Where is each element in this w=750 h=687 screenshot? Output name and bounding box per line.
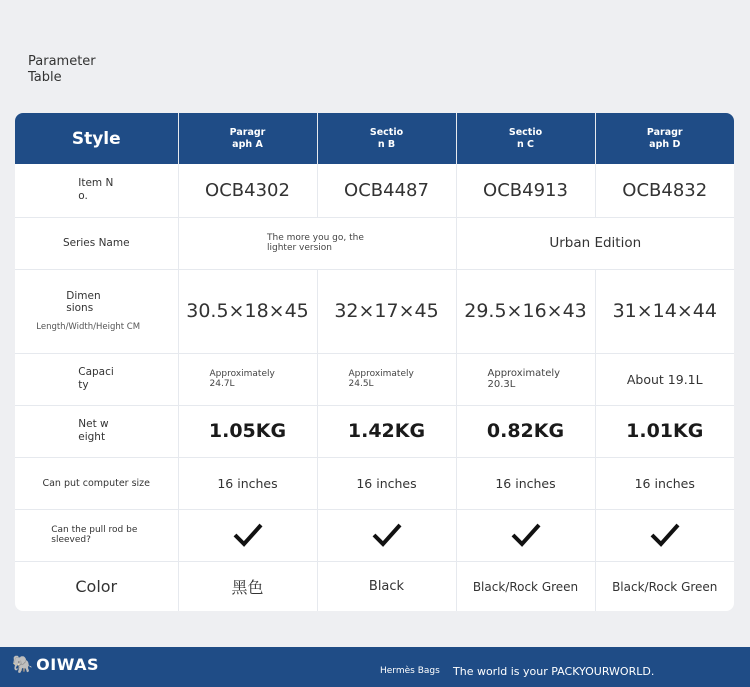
footer-slogan: The world is your PACKYOURWORLD.: [453, 665, 655, 678]
capacity-value: Approximately 20.3L: [456, 353, 595, 405]
row-label: Can the pull rod be sleeved?: [15, 509, 178, 561]
footer-bar: [0, 647, 750, 687]
table-row-pull-rod: [15, 509, 734, 561]
row-label: Capacity: [15, 353, 178, 405]
dimension-value: 30.5×18×45: [178, 269, 317, 353]
dimension-value: 29.5×16×43: [456, 269, 595, 353]
capacity-value: About 19.1L: [595, 353, 734, 405]
elephant-icon: 🐘: [12, 654, 34, 675]
weight-value: 1.01KG: [595, 405, 734, 457]
computer-size-value: 16 inches: [595, 457, 734, 509]
computer-size-value: 16 inches: [317, 457, 456, 509]
weight-value: 1.42KG: [317, 405, 456, 457]
style-header: Style: [15, 113, 178, 164]
computer-size-value: 16 inches: [456, 457, 595, 509]
section-header: Paragraph D: [595, 113, 734, 164]
table-row-item-no: [15, 164, 734, 217]
row-label: Can put computer size: [15, 457, 178, 509]
check-icon: [456, 509, 595, 561]
table-row-weight: [15, 405, 734, 457]
page-title: Parameter Table: [28, 54, 96, 85]
item-number: OCB4487: [317, 164, 456, 217]
color-value: 黑色: [178, 561, 317, 611]
color-value: Black/Rock Green: [456, 561, 595, 611]
parameter-table: [15, 113, 734, 611]
table-row-color: [15, 561, 734, 611]
capacity-value: Approximately 24.5L: [317, 353, 456, 405]
row-label: Color: [15, 561, 178, 611]
computer-size-value: 16 inches: [178, 457, 317, 509]
row-label: Item No.: [15, 164, 178, 217]
table-row-series: [15, 217, 734, 269]
series-cell: The more you go, the lighter version: [178, 217, 456, 269]
table-row-computer: [15, 457, 734, 509]
section-header: Section C: [456, 113, 595, 164]
item-number: OCB4913: [456, 164, 595, 217]
table-row-capacity: [15, 353, 734, 405]
row-label: Net weight: [15, 405, 178, 457]
row-label: Dimensions Length/Width/Height CM: [15, 269, 178, 353]
color-value: Black/Rock Green: [612, 579, 718, 594]
series-cell: Urban Edition: [456, 217, 734, 269]
check-icon: [178, 509, 317, 561]
capacity-value: Approximately 24.7L: [178, 353, 317, 405]
logo-text: OIWAS: [36, 655, 100, 674]
item-number: OCB4832: [595, 164, 734, 217]
dimension-value: 31×14×44: [595, 269, 734, 353]
footer-brand: Hermès Bags: [380, 666, 440, 676]
brand-logo: [12, 655, 99, 674]
item-number: OCB4302: [178, 164, 317, 217]
check-icon: [595, 509, 734, 561]
color-value: Black: [317, 561, 456, 611]
weight-value: 1.05KG: [178, 405, 317, 457]
weight-value: 0.82KG: [456, 405, 595, 457]
table-header-row: [15, 113, 734, 164]
dimension-value: 32×17×45: [317, 269, 456, 353]
section-header: Section B: [317, 113, 456, 164]
section-header: Paragraph A: [178, 113, 317, 164]
table-row-dimensions: [15, 269, 734, 353]
row-label: Series Name: [15, 217, 178, 269]
check-icon: [317, 509, 456, 561]
